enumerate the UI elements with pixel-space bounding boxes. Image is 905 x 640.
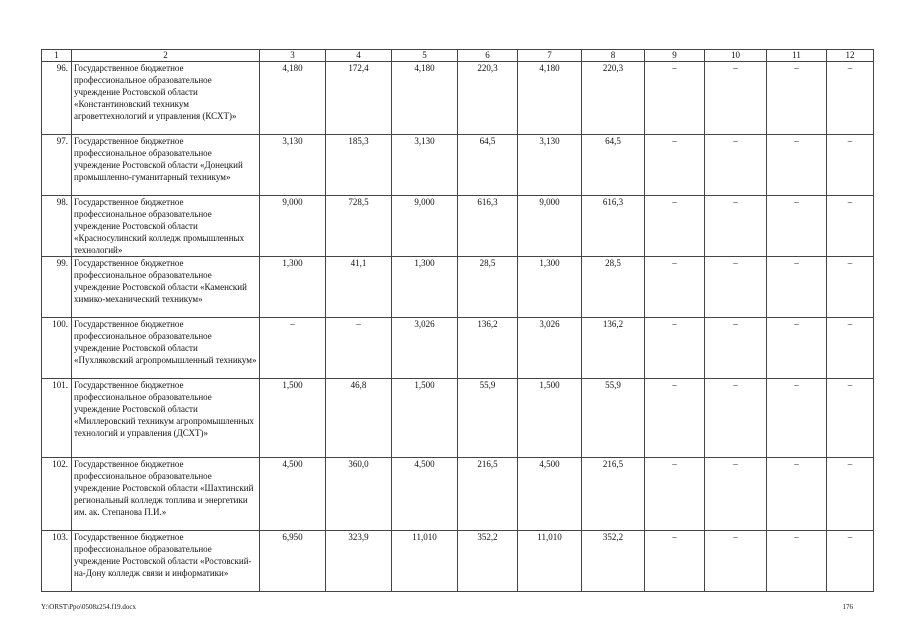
value-cell: 3,130: [260, 135, 326, 196]
value-cell: –: [645, 318, 705, 379]
table-row: [42, 318, 874, 379]
value-cell: 4,180: [260, 62, 326, 135]
budget-table: [41, 49, 874, 592]
column-header: 11: [767, 50, 827, 62]
column-header: 8: [582, 50, 645, 62]
value-cell: 616,3: [458, 196, 518, 257]
value-cell: 352,2: [458, 531, 518, 592]
table-row: [42, 379, 874, 458]
value-cell: 11,010: [392, 531, 458, 592]
value-cell: 64,5: [458, 135, 518, 196]
row-number: 98.: [42, 196, 72, 257]
column-header: 9: [645, 50, 705, 62]
value-cell: 352,2: [582, 531, 645, 592]
column-header: 12: [827, 50, 874, 62]
value-cell: –: [705, 531, 767, 592]
value-cell: –: [705, 318, 767, 379]
institution-name: Государственное бюджетное профессиональное образовательное учреждение Ростовской области «Красносулинский колледж промышленных технологий»: [72, 196, 260, 257]
table-row: [42, 257, 874, 318]
value-cell: –: [645, 62, 705, 135]
column-header: 6: [458, 50, 518, 62]
value-cell: 185,3: [326, 135, 392, 196]
value-cell: –: [827, 379, 874, 458]
value-cell: 55,9: [458, 379, 518, 458]
value-cell: 11,010: [518, 531, 582, 592]
institution-name: Государственное бюджетное профессиональное образовательное учреждение Ростовской области «Миллеровский техникум агропромышленных технологий и управления (ДСХТ)»: [72, 379, 260, 458]
value-cell: –: [645, 135, 705, 196]
value-cell: 323,9: [326, 531, 392, 592]
value-cell: 3,130: [518, 135, 582, 196]
row-number: 102.: [42, 458, 72, 531]
value-cell: –: [767, 62, 827, 135]
value-cell: –: [705, 196, 767, 257]
row-number: 103.: [42, 531, 72, 592]
row-number: 100.: [42, 318, 72, 379]
value-cell: –: [705, 379, 767, 458]
value-cell: 28,5: [458, 257, 518, 318]
value-cell: 1,500: [260, 379, 326, 458]
value-cell: 6,950: [260, 531, 326, 592]
column-header: 1: [42, 50, 72, 62]
value-cell: 220,3: [458, 62, 518, 135]
value-cell: –: [326, 318, 392, 379]
value-cell: 9,000: [518, 196, 582, 257]
column-header: 4: [326, 50, 392, 62]
value-cell: –: [827, 135, 874, 196]
value-cell: –: [705, 135, 767, 196]
value-cell: 1,500: [392, 379, 458, 458]
value-cell: –: [827, 62, 874, 135]
column-header: 10: [705, 50, 767, 62]
value-cell: 4,180: [518, 62, 582, 135]
file-path: Y:\ORST\Ppo\0508z254.f19.docx: [41, 603, 137, 611]
value-cell: 9,000: [392, 196, 458, 257]
value-cell: 41,1: [326, 257, 392, 318]
value-cell: 216,5: [582, 458, 645, 531]
row-number: 97.: [42, 135, 72, 196]
value-cell: 1,300: [518, 257, 582, 318]
row-number: 101.: [42, 379, 72, 458]
institution-name: Государственное бюджетное профессиональное образовательное учреждение Ростовской области «Донецкий промышленно-гуманитарный техникум»: [72, 135, 260, 196]
value-cell: 64,5: [582, 135, 645, 196]
value-cell: 4,180: [392, 62, 458, 135]
value-cell: –: [645, 257, 705, 318]
value-cell: –: [827, 531, 874, 592]
value-cell: –: [645, 196, 705, 257]
value-cell: 4,500: [518, 458, 582, 531]
value-cell: –: [767, 135, 827, 196]
institution-name: Государственное бюджетное профессиональное образовательное учреждение Ростовской области «Константиновский техникум агроветтехнологий и управления (КСХТ)»: [72, 62, 260, 135]
page-number: 176: [842, 603, 853, 611]
value-cell: –: [645, 458, 705, 531]
value-cell: –: [827, 318, 874, 379]
value-cell: –: [827, 196, 874, 257]
value-cell: 1,300: [260, 257, 326, 318]
value-cell: –: [827, 458, 874, 531]
table-row: [42, 531, 874, 592]
institution-name: Государственное бюджетное профессиональное образовательное учреждение Ростовской области «Каменский химико-механический техникум»: [72, 257, 260, 318]
value-cell: –: [827, 257, 874, 318]
value-cell: 3,026: [518, 318, 582, 379]
value-cell: –: [705, 458, 767, 531]
value-cell: –: [767, 531, 827, 592]
column-header: 5: [392, 50, 458, 62]
value-cell: 3,026: [392, 318, 458, 379]
value-cell: 55,9: [582, 379, 645, 458]
value-cell: 46,8: [326, 379, 392, 458]
value-cell: –: [767, 458, 827, 531]
value-cell: 4,500: [392, 458, 458, 531]
value-cell: –: [767, 257, 827, 318]
value-cell: 220,3: [582, 62, 645, 135]
value-cell: 3,130: [392, 135, 458, 196]
table-row: [42, 196, 874, 257]
value-cell: 28,5: [582, 257, 645, 318]
value-cell: –: [645, 531, 705, 592]
value-cell: –: [645, 379, 705, 458]
value-cell: 4,500: [260, 458, 326, 531]
institution-name: Государственное бюджетное профессиональное образовательное учреждение Ростовской области «Пухляковский агропромышленный техникум»: [72, 318, 260, 379]
value-cell: –: [767, 318, 827, 379]
value-cell: 616,3: [582, 196, 645, 257]
table-row: [42, 62, 874, 135]
document-sheet: [41, 49, 874, 592]
row-number: 99.: [42, 257, 72, 318]
table-row: [42, 135, 874, 196]
row-number: 96.: [42, 62, 72, 135]
column-header: 7: [518, 50, 582, 62]
value-cell: 216,5: [458, 458, 518, 531]
value-cell: 136,2: [582, 318, 645, 379]
institution-name: Государственное бюджетное профессиональное образовательное учреждение Ростовской области «Ростовский-на-Дону колледж связи и информатики»: [72, 531, 260, 592]
value-cell: –: [705, 62, 767, 135]
column-header: 3: [260, 50, 326, 62]
value-cell: –: [767, 196, 827, 257]
value-cell: –: [260, 318, 326, 379]
value-cell: 728,5: [326, 196, 392, 257]
value-cell: 360,0: [326, 458, 392, 531]
value-cell: –: [705, 257, 767, 318]
column-header: 2: [72, 50, 260, 62]
value-cell: 136,2: [458, 318, 518, 379]
table-row: [42, 458, 874, 531]
value-cell: 1,300: [392, 257, 458, 318]
value-cell: 1,500: [518, 379, 582, 458]
value-cell: 9,000: [260, 196, 326, 257]
institution-name: Государственное бюджетное профессиональное образовательное учреждение Ростовской области «Шахтинский региональный колледж топлива и энергетики им. ак. Степанова П.И.»: [72, 458, 260, 531]
header-row: [42, 50, 874, 62]
value-cell: –: [767, 379, 827, 458]
value-cell: 172,4: [326, 62, 392, 135]
